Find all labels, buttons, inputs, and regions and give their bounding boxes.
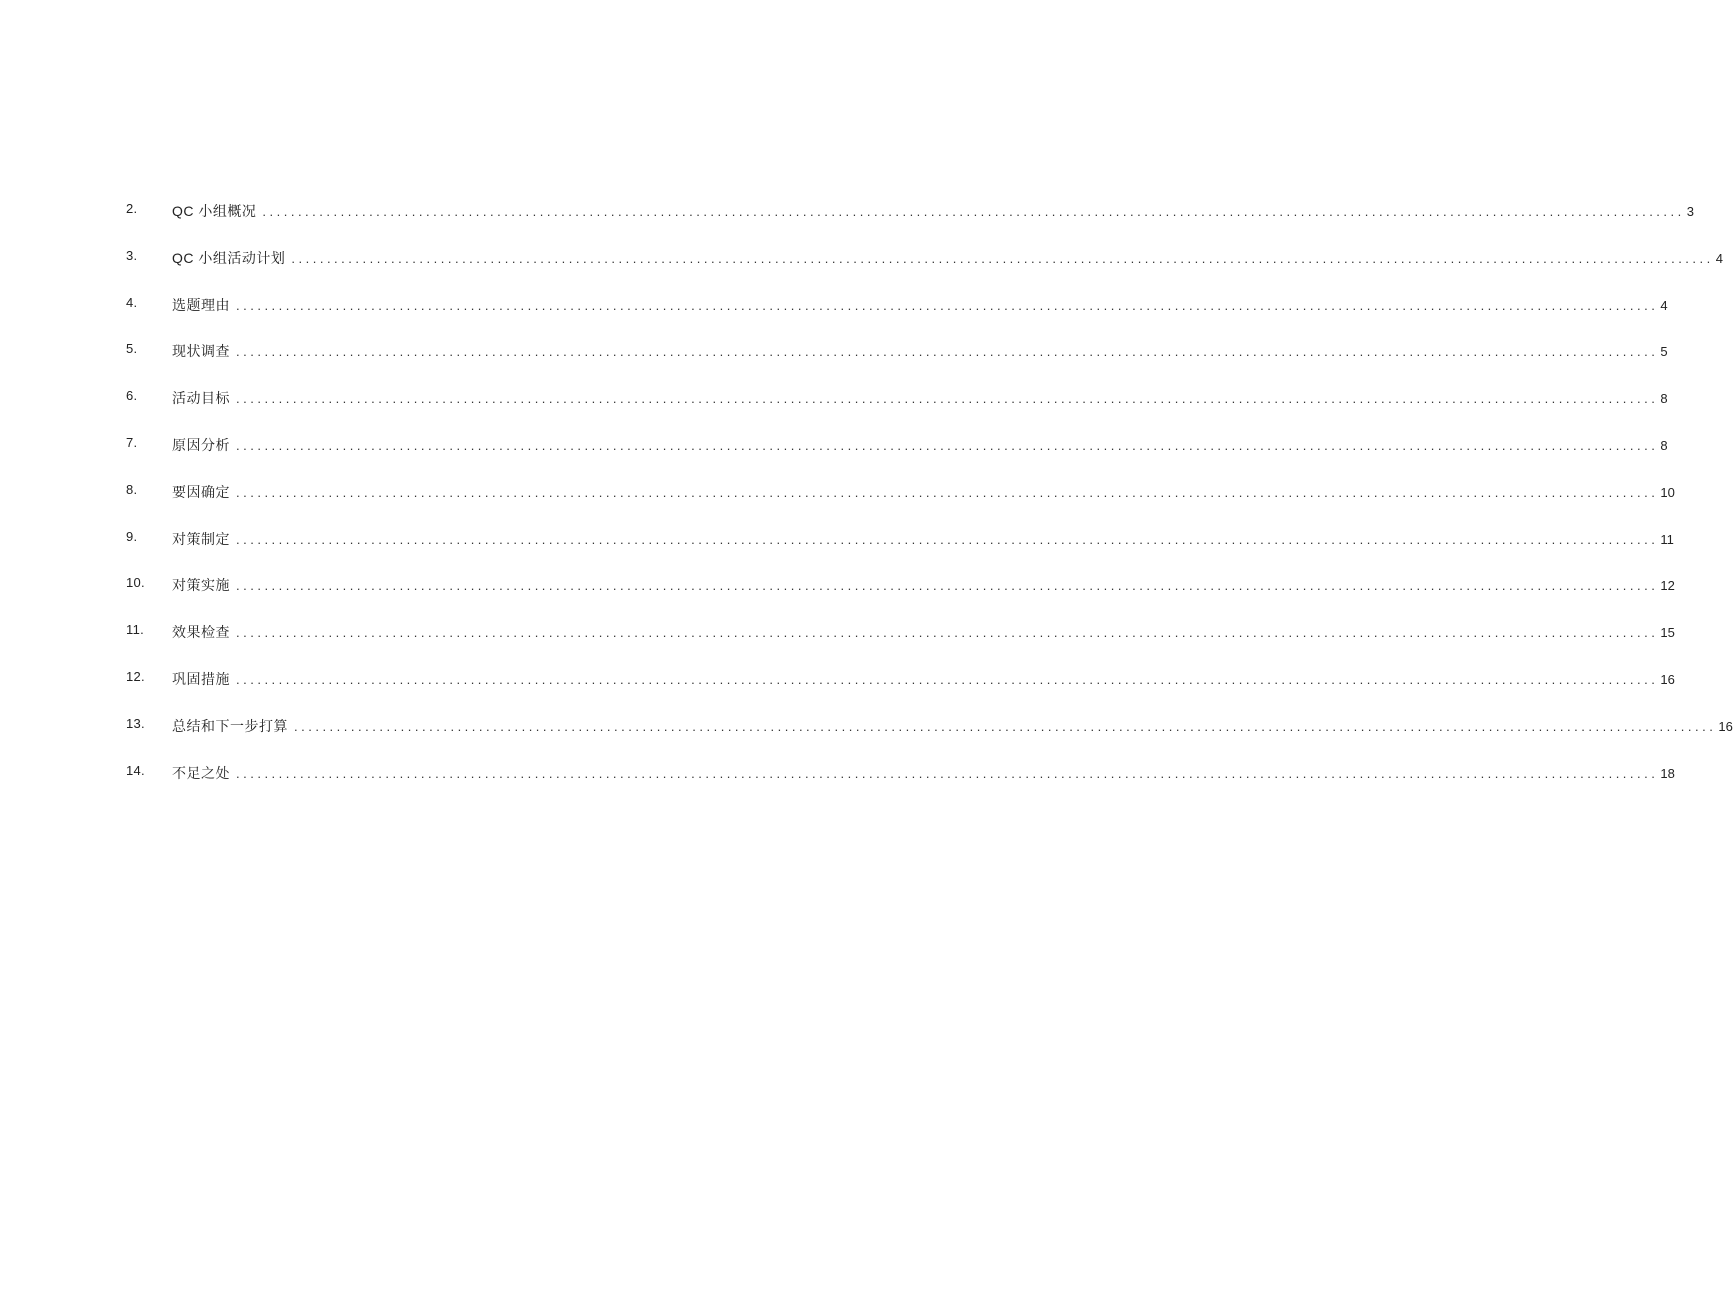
- toc-row[interactable]: [0, 561, 1675, 608]
- toc-page-number: 4: [1660, 297, 1668, 313]
- toc-page-number: 8: [1660, 391, 1668, 407]
- toc-page-number: 3: [1686, 204, 1694, 219]
- dot-leader: ........................................................................................................................................................................................................: [236, 391, 1659, 407]
- toc-number: 7.: [126, 434, 138, 450]
- toc-row[interactable]: [0, 749, 1675, 796]
- toc-title[interactable]: 现状调查: [172, 343, 230, 360]
- toc-number: 3.: [126, 247, 138, 263]
- toc-entry: [172, 248, 1723, 268]
- dot-leader: ........................................................................................................................................................................................................: [294, 718, 1717, 734]
- toc-page-number: 16: [1660, 671, 1675, 687]
- toc-page-number: 10: [1660, 484, 1675, 500]
- toc-title[interactable]: 活动目标: [172, 390, 230, 407]
- toc-number: 12.: [126, 668, 145, 684]
- toc-title[interactable]: 对策制定: [172, 530, 230, 547]
- toc-number: 5.: [126, 341, 138, 357]
- dot-leader: ........................................................................................................................................................................................................: [236, 765, 1659, 781]
- toc-title[interactable]: 要因确定: [172, 483, 230, 500]
- toc-entry: [172, 669, 1675, 689]
- toc-number: 10.: [126, 575, 145, 591]
- toc-row[interactable]: [0, 468, 1675, 515]
- toc-row[interactable]: [0, 608, 1675, 655]
- toc-row[interactable]: [0, 187, 1694, 234]
- dot-leader: ........................................................................................................................................................................................................: [236, 297, 1659, 313]
- toc-page-number: 8: [1660, 437, 1668, 453]
- dot-leader: ........................................................................................................................................................................................................: [236, 437, 1659, 453]
- toc-number: 13.: [126, 715, 145, 731]
- toc-title[interactable]: 巩固措施: [172, 670, 230, 687]
- toc-page-number: 16: [1718, 718, 1733, 734]
- toc-entry: [172, 341, 1668, 361]
- toc-entry: [172, 763, 1675, 783]
- toc-entry: [172, 622, 1675, 642]
- toc-page-number: 4: [1715, 250, 1723, 266]
- toc-entry: [172, 295, 1668, 315]
- toc-page-number: 12: [1660, 578, 1675, 594]
- dot-leader: ........................................................................................................................................................................................................: [236, 344, 1659, 360]
- toc-entry: [172, 482, 1675, 502]
- toc-page-number: 18: [1660, 765, 1675, 781]
- toc-number: 8.: [126, 481, 138, 497]
- toc-row[interactable]: [0, 374, 1668, 421]
- toc-row[interactable]: [0, 421, 1668, 468]
- toc-title[interactable]: 不足之处: [172, 764, 230, 781]
- toc-page-number: 15: [1660, 625, 1675, 641]
- toc-entry: [172, 388, 1668, 408]
- table-of-contents: [0, 187, 1733, 795]
- dot-leader: ........................................................................................................................................................................................................: [236, 531, 1659, 547]
- toc-title[interactable]: QC 小组活动计划: [172, 249, 286, 266]
- toc-entry: [172, 716, 1733, 736]
- toc-row[interactable]: [0, 234, 1723, 281]
- toc-row[interactable]: [0, 327, 1668, 374]
- toc-row[interactable]: [0, 702, 1733, 749]
- toc-page-number: 11: [1660, 531, 1674, 547]
- toc-title[interactable]: 选题理由: [172, 296, 230, 313]
- toc-number: 11.: [126, 622, 145, 638]
- toc-row[interactable]: [0, 281, 1668, 328]
- toc-entry: [172, 435, 1668, 455]
- dot-leader: ........................................................................................................................................................................................................: [236, 484, 1659, 500]
- toc-page-number: 5: [1660, 344, 1668, 360]
- toc-number: 14.: [126, 762, 145, 778]
- toc-entry: [172, 575, 1675, 595]
- dot-leader: ........................................................................................................................................................................................................: [262, 204, 1685, 219]
- dot-leader: ........................................................................................................................................................................................................: [236, 625, 1659, 641]
- toc-title[interactable]: 效果检查: [172, 624, 230, 641]
- dot-leader: ........................................................................................................................................................................................................: [236, 578, 1659, 594]
- toc-title[interactable]: 原因分析: [172, 436, 230, 453]
- dot-leader: ........................................................................................................................................................................................................: [236, 671, 1659, 687]
- toc-number: 4.: [126, 294, 138, 310]
- toc-row[interactable]: [0, 655, 1675, 702]
- toc-entry: [172, 529, 1674, 549]
- toc-number: 2.: [126, 201, 138, 216]
- toc-title[interactable]: 对策实施: [172, 577, 230, 594]
- dot-leader: ........................................................................................................................................................................................................: [291, 250, 1714, 266]
- toc-row[interactable]: [0, 515, 1674, 562]
- toc-title[interactable]: QC 小组概况: [172, 203, 257, 219]
- toc-entry: [172, 201, 1694, 221]
- toc-number: 6.: [126, 388, 138, 404]
- toc-title[interactable]: 总结和下一步打算: [172, 717, 288, 734]
- toc-number: 9.: [126, 528, 138, 544]
